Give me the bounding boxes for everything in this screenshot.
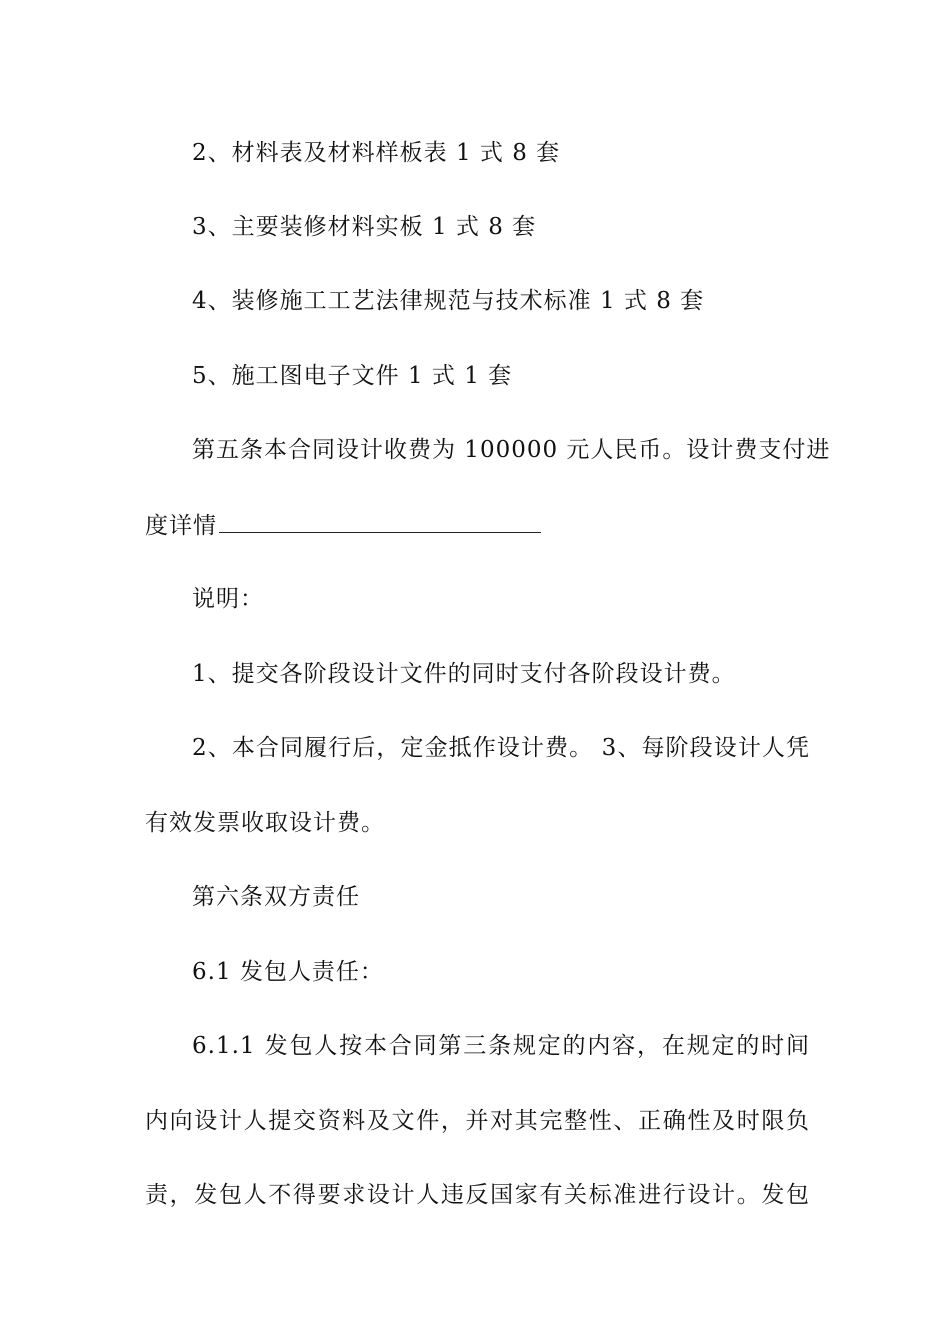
- document-line-construction-standards: 4、装修施工工艺法律规范与技术标准 1 式 8 套: [192, 288, 705, 314]
- document-line-note-three-continued: 有效发票收取设计费。: [145, 810, 385, 836]
- document-line-article-six: 第六条双方责任: [192, 884, 360, 910]
- document-line-notes-heading: 说明：: [192, 586, 264, 612]
- document-line-clause-6-1-1-continued: 内向设计人提交资料及文件，并对其完整性、正确性及时限负: [145, 1108, 810, 1134]
- document-line-clause-6-1-1: 6.1.1 发包人按本合同第三条规定的内容，在规定的时间: [192, 1033, 810, 1059]
- document-line-materials-list: 2、材料表及材料样板表 1 式 8 套: [192, 140, 561, 166]
- document-line-electronic-files: 5、施工图电子文件 1 式 1 套: [192, 363, 513, 389]
- document-line-note-one: 1、提交各阶段设计文件的同时支付各阶段设计费。: [192, 661, 736, 687]
- document-line-clause-6-1-1-end: 责，发包人不得要求设计人违反国家有关标准进行设计。发包: [145, 1182, 810, 1208]
- document-line-material-samples: 3、主要装修材料实板 1 式 8 套: [192, 214, 537, 240]
- document-line-payment-details: [145, 510, 810, 540]
- document-line-employer-responsibility: 6.1 发包人责任：: [192, 959, 384, 985]
- payment-details-label: 度详情: [145, 513, 217, 539]
- document-line-article-five: 第五条本合同设计收费为 100000 元人民币。设计费支付进: [192, 437, 831, 463]
- payment-details-blank: [219, 510, 541, 533]
- document-line-note-two-three: 2、本合同履行后，定金抵作设计费。 3、每阶段设计人凭: [192, 735, 810, 761]
